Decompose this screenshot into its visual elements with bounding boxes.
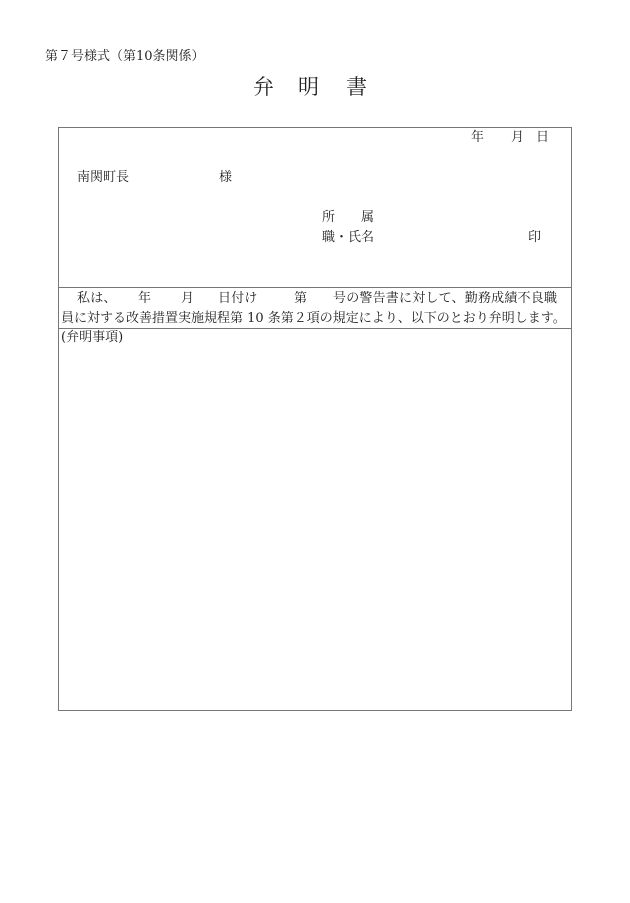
date-year: 年 [471,130,485,145]
details-label: (弁明事項) [61,330,124,345]
divider [58,328,572,329]
statement-year: 年 [138,291,152,306]
affiliation-label: 所 属 [322,210,375,225]
seal-mark: 印 [528,230,542,245]
statement-part: 号の警告書に対して、勤務成績不良職 [333,291,558,306]
statement-month: 月 [181,291,195,306]
title-char-3: 書 [346,75,367,99]
title-char-2: 明 [298,75,319,99]
form-label: 第７号様式（第10条関係） [45,49,205,64]
date-month: 月 [511,130,525,145]
form-box [58,127,572,711]
statement-day: 日付け [218,291,258,306]
statement-number: 第 [294,291,308,306]
statement-part: 私は、 [77,291,117,306]
addressee-name: 南関町長 [77,170,130,185]
statement-line-2: 員に対する改善措置実施規程第 10 条第２項の規定により、以下のとおり弁明します。 [61,311,566,326]
addressee-honorific: 様 [219,170,233,185]
name-label: 職・氏名 [322,230,375,245]
date-day: 日 [536,130,550,145]
divider [58,287,572,288]
title-char-1: 弁 [253,75,274,99]
